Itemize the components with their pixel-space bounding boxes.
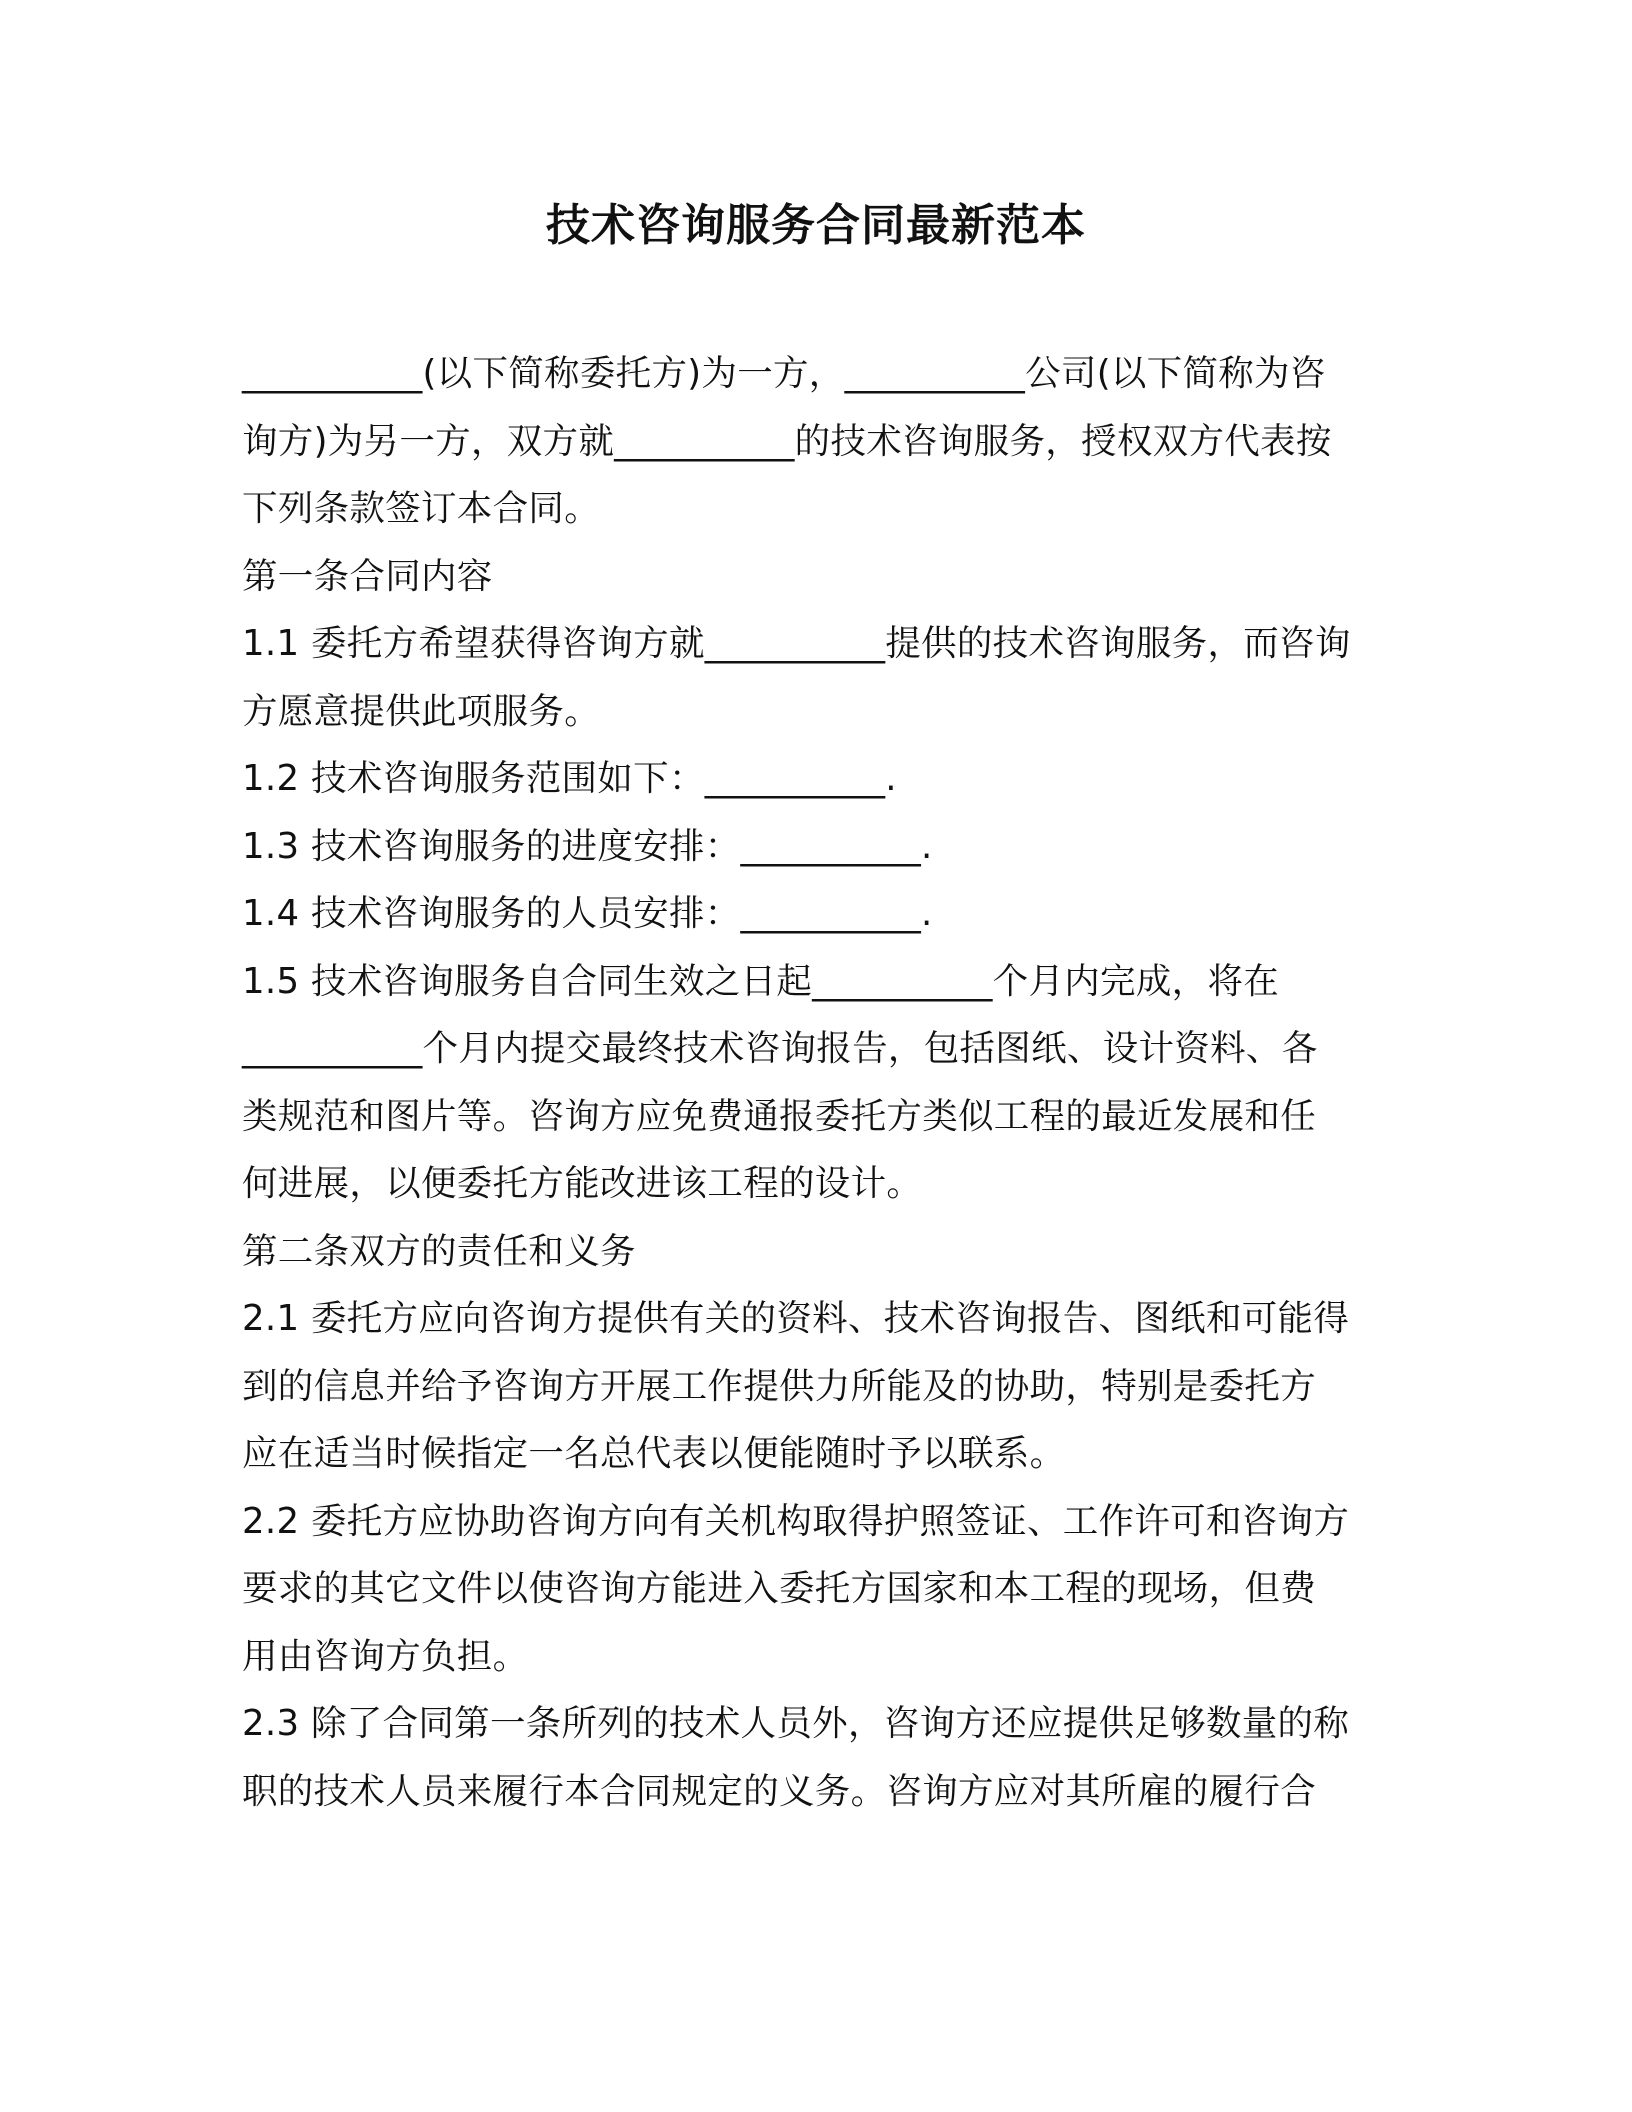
- body-line: 类规范和图片等。咨询方应免费通报委托方类似工程的最近发展和任: [242, 1095, 1317, 1137]
- body-line: __________(以下简称委托方)为一方，__________公司(以下简称为咨: [242, 353, 1326, 394]
- body-line: 询方)为另一方，双方就__________的技术咨询服务，授权双方代表按: [242, 420, 1332, 462]
- clause-1-4: 1.4 技术咨询服务的人员安排：__________.: [242, 893, 933, 934]
- clause-1-3: 1.3 技术咨询服务的进度安排：__________.: [242, 825, 933, 867]
- document-body: [242, 340, 1392, 1825]
- clause-1-1: 1.1 委托方希望获得咨询方就__________提供的技术咨询服务，而咨询: [242, 623, 1351, 664]
- body-line: 职的技术人员来履行本合同规定的义务。咨询方应对其所雇的履行合: [242, 1770, 1317, 1812]
- section-heading-2: 第二条双方的责任和义务: [242, 1230, 636, 1272]
- body-line: 方愿意提供此项服务。: [242, 690, 601, 732]
- body-line: 何进展，以便委托方能改进该工程的设计。: [242, 1163, 923, 1204]
- clause-2-1: 2.1 委托方应向咨询方提供有关的资料、技术咨询报告、图纸和可能得: [242, 1298, 1350, 1339]
- clause-2-3: 2.3 除了合同第一条所列的技术人员外，咨询方还应提供足够数量的称: [242, 1703, 1350, 1744]
- clause-1-2: 1.2 技术咨询服务范围如下：__________.: [242, 758, 897, 799]
- body-line: 用由咨询方负担。: [242, 1635, 529, 1677]
- document-title: 技术咨询服务合同最新范本: [546, 200, 1086, 251]
- body-line: __________个月内提交最终技术咨询报告，包括图纸、设计资料、各: [242, 1028, 1318, 1069]
- body-line: 要求的其它文件以使咨询方能进入委托方国家和本工程的现场，但费: [242, 1568, 1317, 1609]
- body-line: 应在适当时候指定一名总代表以便能随时予以联系。: [242, 1433, 1066, 1474]
- clause-2-2: 2.2 委托方应协助咨询方向有关机构取得护照签证、工作许可和咨询方: [242, 1500, 1350, 1542]
- clause-1-5: 1.5 技术咨询服务自合同生效之日起__________个月内完成，将在: [242, 960, 1280, 1002]
- body-line: 到的信息并给予咨询方开展工作提供力所能及的协助，特别是委托方: [242, 1365, 1317, 1407]
- body-line: 下列条款签订本合同。: [242, 488, 601, 529]
- section-heading-1: 第一条合同内容: [242, 555, 493, 597]
